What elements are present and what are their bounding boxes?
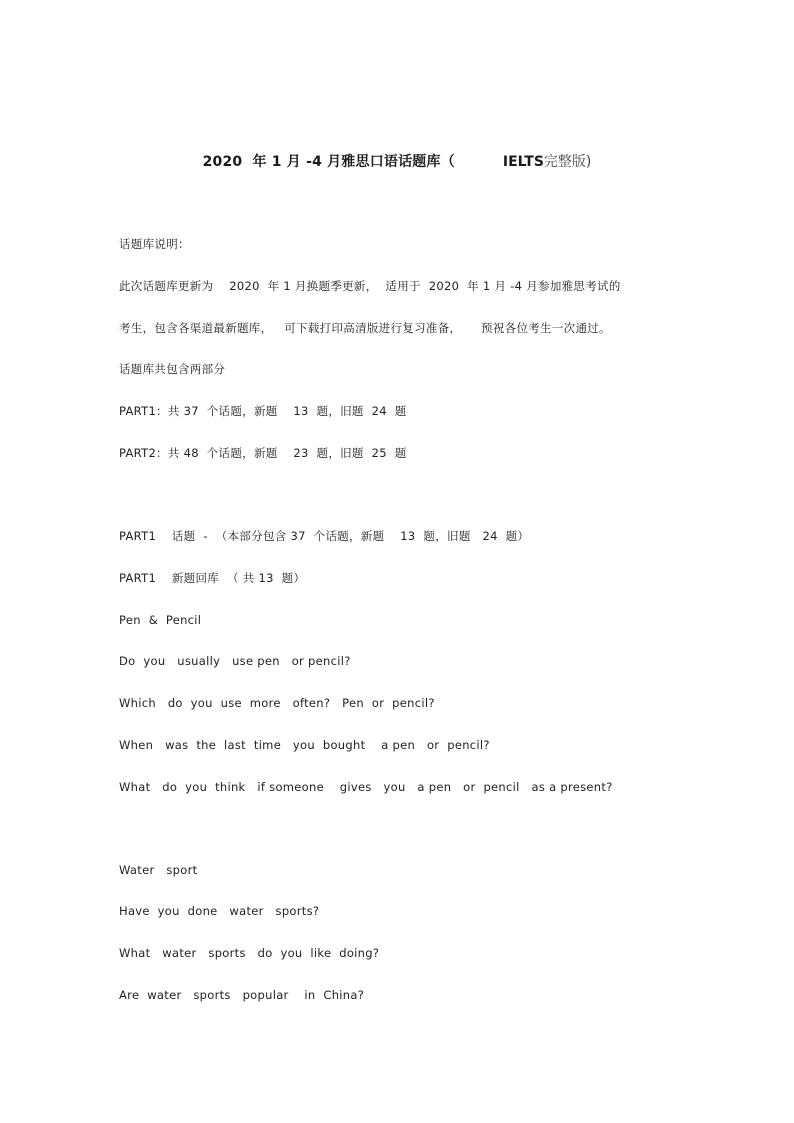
question-item: Have you done water sports? <box>119 904 320 918</box>
intro-desc-line1: 此次话题库更新为 2020 年 1 月换题季更新， 适用于 2020 年 1 月 -4 月参加雅思考试的 <box>119 279 621 293</box>
intro-desc-line2: 考生，包含各渠道最新题库， 可下载打印高清版进行复习准备， 预祝各位考生一次通过。 <box>119 321 611 335</box>
topic-title: Water sport <box>119 863 198 877</box>
question-item: When was the last time you bought a pen or pencil? <box>119 738 490 752</box>
title-tail: 完整版) <box>543 154 592 170</box>
question-item: Are water sports popular in China? <box>119 988 365 1002</box>
part1-section-header: PART1 话题 - （本部分包含 37 个话题，新题 13 题，旧题 24 题） <box>119 529 530 543</box>
question-item: Do you usually use pen or pencil? <box>119 654 351 668</box>
page-title <box>0 152 794 172</box>
title-main: 2020 年 1 月 -4 月雅思口语话题库（ <box>202 154 455 170</box>
part2-summary: PART2：共 48 个话题，新题 23 题，旧题 25 题 <box>119 446 407 460</box>
question-item: Which do you use more often? Pen or pencil? <box>119 696 435 710</box>
question-item: What do you think if someone gives you a pen or pencil as a present? <box>119 780 613 794</box>
topic-title: Pen & Pencil <box>119 613 202 627</box>
part1-summary: PART1：共 37 个话题，新题 13 题，旧题 24 题 <box>119 404 407 418</box>
intro-heading: 话题库说明： <box>119 237 190 251</box>
parts-heading: 话题库共包含两部分 <box>119 362 226 376</box>
title-ielts: IELTS <box>502 154 544 170</box>
part1-new-header: PART1 新题回库 （ 共 13 题） <box>119 571 306 585</box>
question-item: What water sports do you like doing? <box>119 946 380 960</box>
